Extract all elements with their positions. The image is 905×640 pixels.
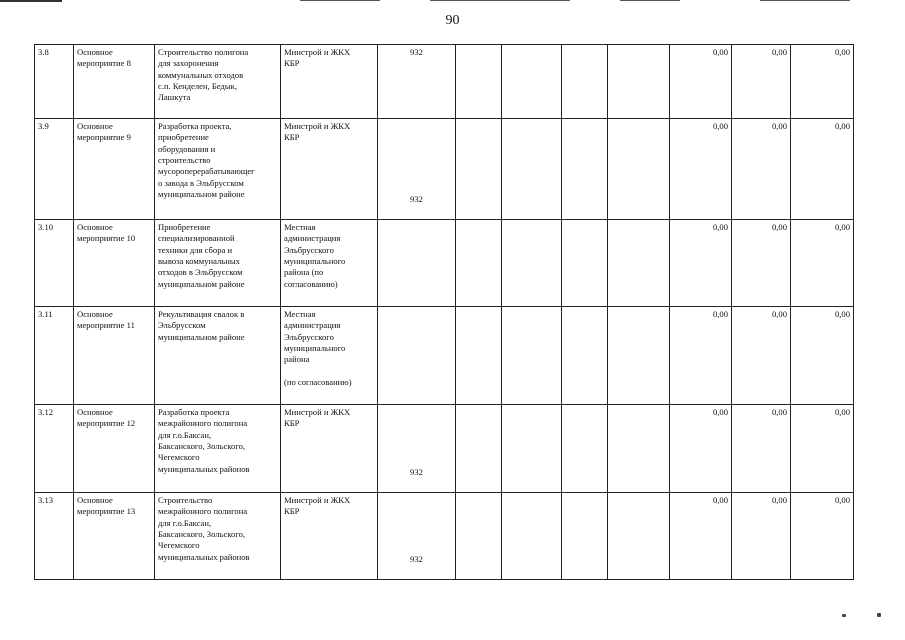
empty-cell: [608, 119, 670, 220]
budget-code: 932: [378, 493, 456, 580]
empty-cell: [562, 405, 608, 493]
table-row: [35, 220, 854, 307]
activity-title: Основное мероприятие 12: [74, 405, 155, 493]
amount-value: 0,00: [791, 307, 854, 405]
amount-value: 0,00: [670, 220, 732, 307]
row-number: 3.12: [35, 405, 74, 493]
empty-cell: [502, 45, 562, 119]
empty-cell: [456, 493, 502, 580]
amount-value: 0,00: [732, 307, 791, 405]
activities-table: [34, 44, 854, 580]
scan-speck: [877, 613, 881, 617]
empty-cell: [608, 307, 670, 405]
empty-cell: [456, 45, 502, 119]
table-row: [35, 119, 854, 220]
table-row: [35, 405, 854, 493]
executor: Минстрой и ЖКХ КБР: [281, 119, 378, 220]
empty-cell: [562, 493, 608, 580]
empty-cell: [562, 119, 608, 220]
empty-cell: [502, 405, 562, 493]
empty-cell: [502, 307, 562, 405]
activity-title: Основное мероприятие 11: [74, 307, 155, 405]
empty-cell: [456, 119, 502, 220]
empty-cell: [608, 220, 670, 307]
executor: Местная администрация Эльбрусского муниципального района (по согласованию): [281, 307, 378, 405]
amount-value: 0,00: [732, 493, 791, 580]
amount-value: 0,00: [732, 220, 791, 307]
empty-cell: [562, 45, 608, 119]
row-number: 3.10: [35, 220, 74, 307]
budget-code: 932: [378, 405, 456, 493]
table-row: [35, 493, 854, 580]
activity-title: Основное мероприятие 13: [74, 493, 155, 580]
scan-speck: [842, 614, 846, 617]
activity-description: Разработка проекта, приобретение оборудования и строительство мусороперерабатывающег о завода в Эльбрусском муниципальном районе: [155, 119, 281, 220]
empty-cell: [562, 307, 608, 405]
amount-value: 0,00: [670, 405, 732, 493]
budget-code: [378, 307, 456, 405]
activity-description: Строительство полигона для захоронения коммунальных отходов с.п. Кенделен, Бедык, Лашкута: [155, 45, 281, 119]
activity-title: Основное мероприятие 9: [74, 119, 155, 220]
amount-value: 0,00: [670, 307, 732, 405]
empty-cell: [456, 307, 502, 405]
amount-value: 0,00: [791, 45, 854, 119]
executor: Минстрой и ЖКХ КБР: [281, 45, 378, 119]
executor: Местная администрация Эльбрусского муниципального района (по согласованию): [281, 220, 378, 307]
page-number: 90: [445, 13, 460, 28]
table-row: [35, 45, 854, 119]
amount-value: 0,00: [791, 493, 854, 580]
activity-title: Основное мероприятие 10: [74, 220, 155, 307]
empty-cell: [608, 45, 670, 119]
budget-code: 932: [378, 119, 456, 220]
scan-top-border: [0, 0, 905, 3]
budget-code: 932: [378, 45, 456, 119]
table-row: [35, 307, 854, 405]
activity-description: Рекультивация свалок в Эльбрусском муниципальном районе: [155, 307, 281, 405]
executor: Минстрой и ЖКХ КБР: [281, 493, 378, 580]
row-number: 3.11: [35, 307, 74, 405]
amount-value: 0,00: [670, 493, 732, 580]
amount-value: 0,00: [670, 45, 732, 119]
empty-cell: [456, 220, 502, 307]
amount-value: 0,00: [791, 119, 854, 220]
amount-value: 0,00: [732, 45, 791, 119]
amount-value: 0,00: [791, 405, 854, 493]
activity-title: Основное мероприятие 8: [74, 45, 155, 119]
amount-value: 0,00: [732, 405, 791, 493]
row-number: 3.13: [35, 493, 74, 580]
row-number: 3.9: [35, 119, 74, 220]
amount-value: 0,00: [791, 220, 854, 307]
activity-description: Приобретение специализированной техники для сбора и вывоза коммунальных отходов в Эльбрусском муниципальном районе: [155, 220, 281, 307]
executor: Минстрой и ЖКХ КБР: [281, 405, 378, 493]
budget-code: [378, 220, 456, 307]
empty-cell: [608, 493, 670, 580]
empty-cell: [608, 405, 670, 493]
row-number: 3.8: [35, 45, 74, 119]
activity-description: Строительство межрайонного полигона для г.о.Баксан, Баксанского, Зольского, Чегемского муниципальных районов: [155, 493, 281, 580]
amount-value: 0,00: [670, 119, 732, 220]
amount-value: 0,00: [732, 119, 791, 220]
activity-description: Разработка проекта межрайонного полигона для г.о.Баксан, Баксанского, Зольского, Чегемского муниципальных районов: [155, 405, 281, 493]
empty-cell: [562, 220, 608, 307]
empty-cell: [502, 220, 562, 307]
empty-cell: [502, 119, 562, 220]
empty-cell: [456, 405, 502, 493]
empty-cell: [502, 493, 562, 580]
